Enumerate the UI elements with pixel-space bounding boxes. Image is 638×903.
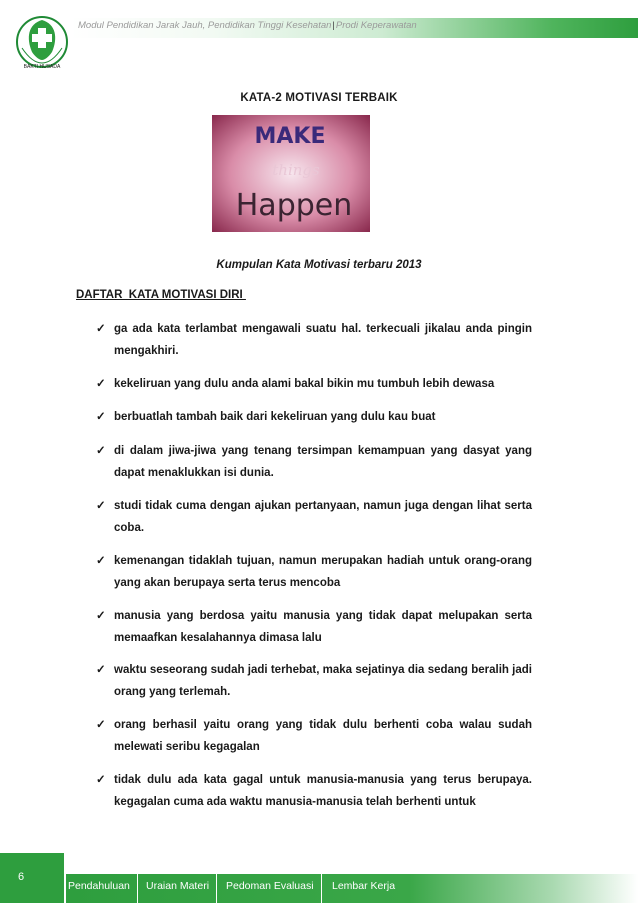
make-things-happen-image (212, 115, 370, 232)
module-title: Modul Pendidikan Jarak Jauh, Pendidikan Tinggi Kesehatan (78, 20, 332, 31)
list-item: ✓ waktu seseorang sudah jadi terhebat, maka sejatinya dia sedang beralih jadi orang yang terlemah. (96, 659, 532, 703)
footer-tab-pendahuluan[interactable]: Pendahuluan (68, 880, 130, 892)
checkmark-icon: ✓ (96, 774, 106, 786)
checkmark-icon: ✓ (96, 555, 106, 567)
footer-divider (321, 874, 322, 903)
subtitle: Kumpulan Kata Motivasi terbaru 2013 (216, 259, 422, 271)
svg-text:MAKE: MAKE (254, 124, 326, 149)
page-title: KATA-2 MOTIVASI TERBAIK (240, 92, 398, 104)
checkmark-icon: ✓ (96, 610, 106, 622)
list-item: ✓ berbuatlah tambah baik dari kekeliruan yang dulu kau buat (96, 406, 532, 428)
checkmark-icon: ✓ (96, 445, 106, 457)
footer-tab-lembar-kerja[interactable]: Lembar Kerja (332, 880, 396, 892)
checkmark-icon: ✓ (96, 664, 106, 676)
footer-divider (216, 874, 217, 903)
list-item: ✓ tidak dulu ada kata gagal untuk manusia-manusia yang terus berupaya. kegagalan cuma ada waktu manusia-manusia telah berhenti untuk (96, 769, 532, 813)
footer-divider (137, 874, 138, 903)
list-item: ✓ ga ada kata terlambat mengawali suatu hal. terkecuali jikalau anda pingin mengakhiri. (96, 318, 532, 362)
section-heading: DAFTAR KATA MOTIVASI DIRI (76, 289, 246, 301)
header-separator: | (332, 20, 335, 31)
list-item: ✓ di dalam jiwa-jiwa yang tenang tersimpan kemampuan yang dasyat yang dapat menaklukkan isi dunia. (96, 440, 532, 484)
checkmark-icon: ✓ (96, 323, 106, 335)
checkmark-icon: ✓ (96, 411, 106, 423)
list-item: ✓ orang berhasil yaitu orang yang tidak dulu berhenti coba walau sudah melewati seribu kegagalan (96, 714, 532, 758)
checkmark-icon: ✓ (96, 500, 106, 512)
bakti-husada-logo (14, 8, 70, 76)
checkmark-icon: ✓ (96, 719, 106, 731)
list-item: ✓ studi tidak cuma dengan ajukan pertanyaan, namun juga dengan lihat serta coba. (96, 495, 532, 539)
list-item: ✓ kekeliruan yang dulu anda alami bakal bikin mu tumbuh lebih dewasa (96, 373, 532, 395)
footer-tab-pedoman-evaluasi[interactable]: Pedoman Evaluasi (226, 880, 314, 892)
page-number-bar (0, 853, 64, 903)
svg-text:BAKTI HUSADA: BAKTI HUSADA (23, 64, 61, 70)
checkmark-icon: ✓ (96, 378, 106, 390)
program-title: Prodi Keperawatan (335, 20, 417, 31)
list-item: ✓ manusia yang berdosa yaitu manusia yang tidak dapat melupakan serta memaafkan kesalahannya dimasa lalu (96, 605, 532, 649)
svg-text:Happen: Happen (235, 188, 353, 223)
list-item: ✓ kemenangan tidaklah tujuan, namun merupakan hadiah untuk orang-orang yang akan berupaya serta terus mencoba (96, 550, 532, 594)
header-text (78, 20, 417, 31)
footer-tab-uraian-materi[interactable]: Uraian Materi (146, 880, 210, 892)
svg-text:things: things (272, 161, 320, 179)
page-number: 6 (18, 871, 25, 883)
